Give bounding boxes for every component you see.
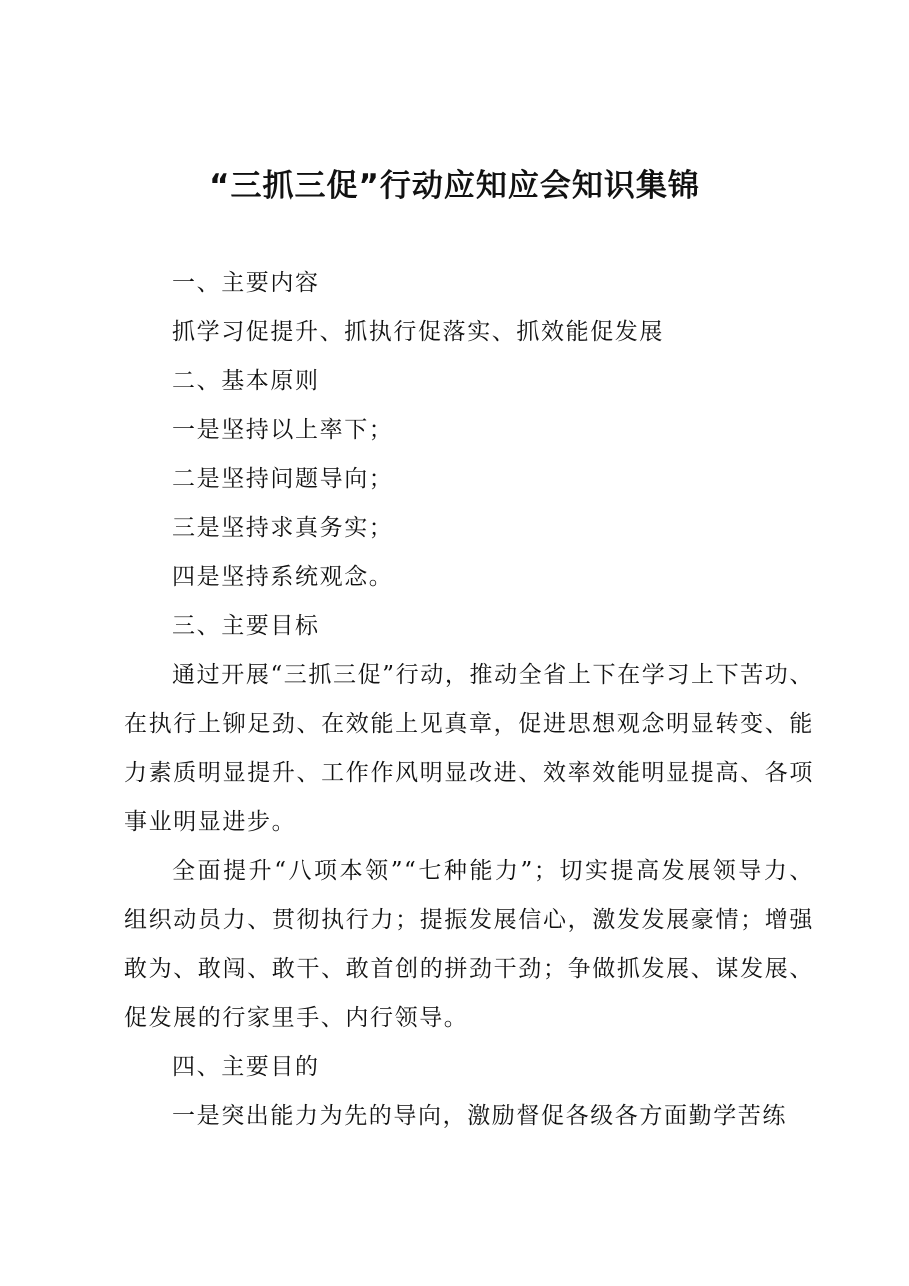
- section-2-heading: 二、基本原则: [172, 368, 320, 394]
- principle-item: 三是坚持求真务实；: [172, 515, 394, 541]
- goal-paragraph: 通过开展“三抓三促”行动，推动全省上下在学习上下苦功、在执行上铆足劲、在效能上见真章，促进思想观念明显转变、能力素质明显提升、工作作风明显改进、效率效能明显提高、各项事业明显进步。: [124, 662, 814, 835]
- principle-item: 二是坚持问题导向；: [172, 466, 394, 492]
- section-1-content: 抓学习促提升、抓执行促落实、抓效能促发展: [172, 319, 664, 345]
- principle-item: 四是坚持系统观念。: [172, 564, 394, 590]
- principle-item: 一是坚持以上率下；: [172, 417, 394, 443]
- goal-paragraph: 全面提升“八项本领”“七种能力”；切实提高发展领导力、组织动员力、贯彻执行力；提振发展信心，激发发展豪情；增强敢为、敢闯、敢干、敢首创的拼劲干劲；争做抓发展、谋发展、促发展的行家里手、内行领导。: [124, 858, 814, 1031]
- section-4-heading: 四、主要目的: [172, 1054, 320, 1080]
- document-title: “三抓三促”行动应知应会知识集锦: [209, 168, 700, 204]
- document-body: [124, 259, 814, 1141]
- section-1-heading: 一、主要内容: [172, 270, 320, 296]
- section-3-heading: 三、主要目标: [172, 613, 320, 639]
- purpose-paragraph: 一是突出能力为先的导向，激励督促各级各方面勤学苦练: [172, 1103, 787, 1129]
